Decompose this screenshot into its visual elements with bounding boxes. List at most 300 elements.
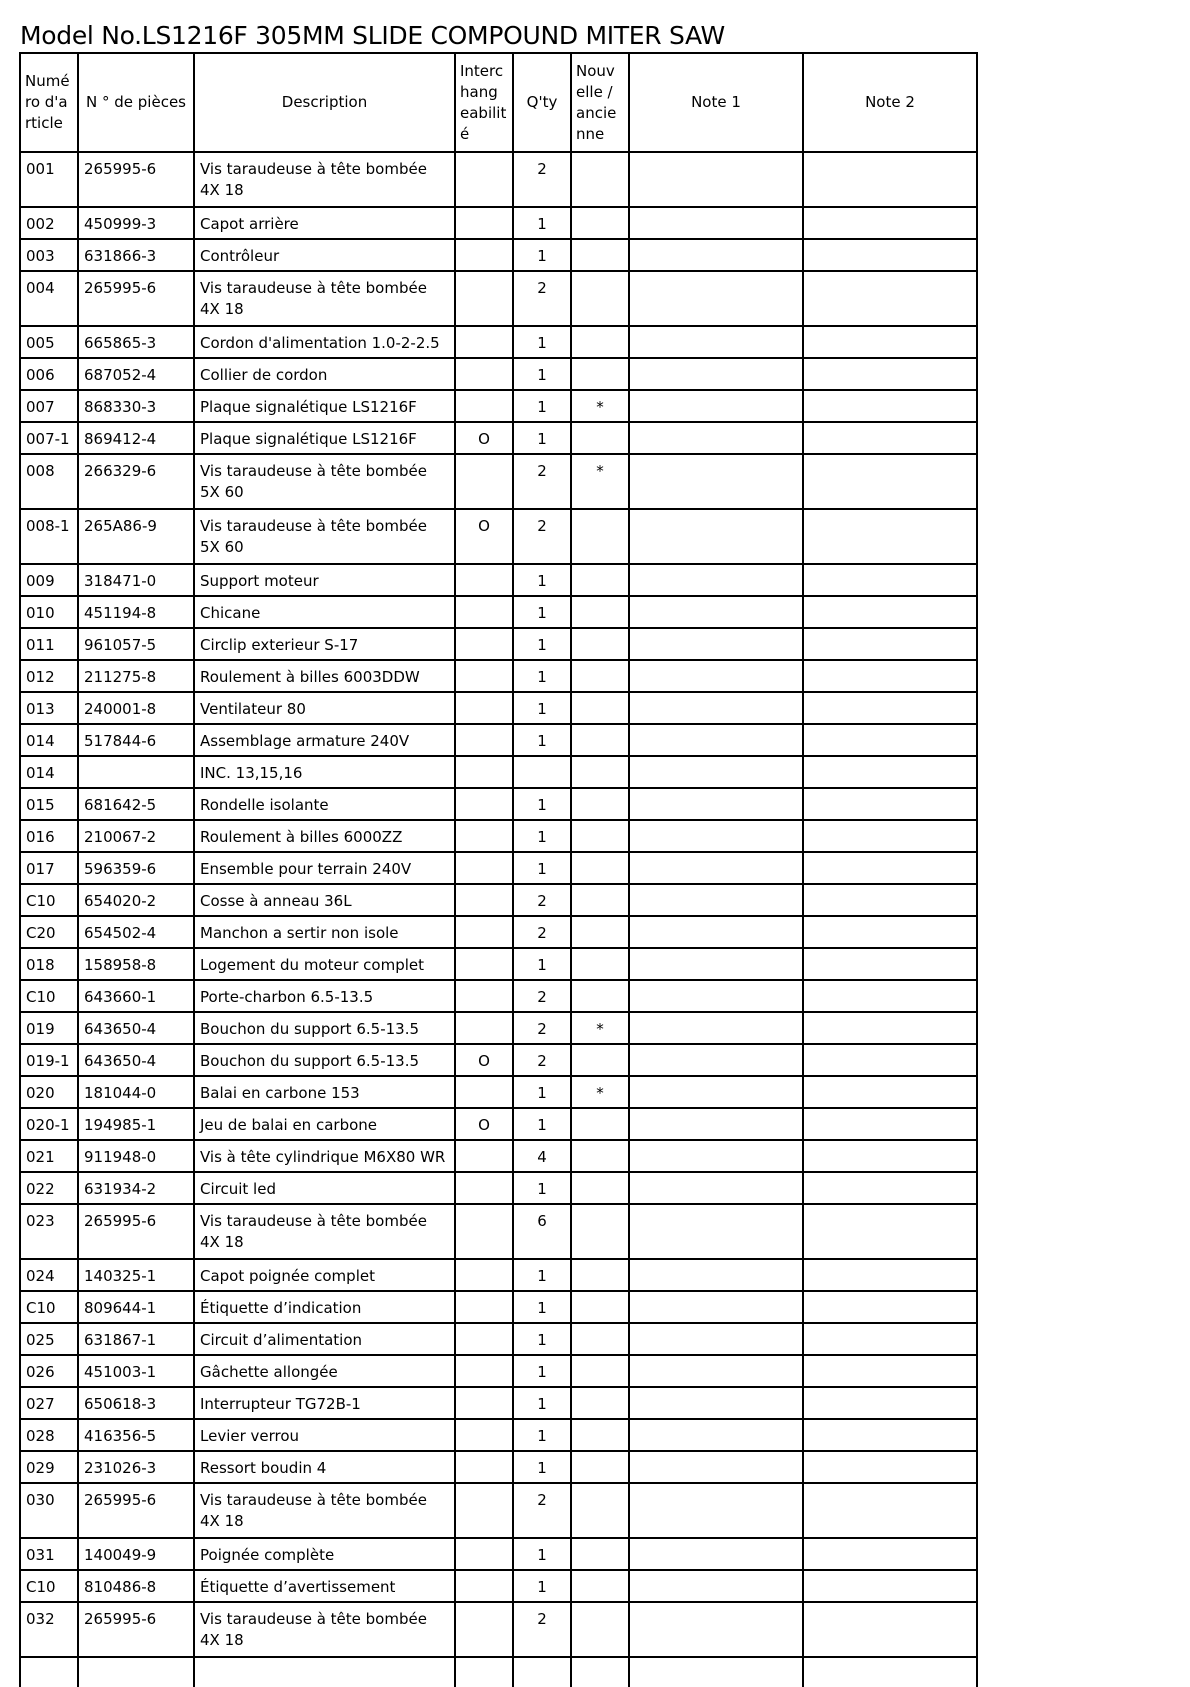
item-number-cell: 011 bbox=[20, 628, 78, 660]
new-old-cell bbox=[571, 1291, 629, 1323]
item-number-cell: 017 bbox=[20, 852, 78, 884]
new-old-cell bbox=[571, 239, 629, 271]
interchangeability-cell: O bbox=[455, 422, 513, 454]
part-number-cell: 265A86-9 bbox=[78, 509, 194, 564]
quantity-cell: 2 bbox=[513, 916, 571, 948]
new-old-cell bbox=[571, 948, 629, 980]
quantity-cell: 1 bbox=[513, 1291, 571, 1323]
part-number-cell: 181044-0 bbox=[78, 1076, 194, 1108]
interchangeability-cell bbox=[455, 724, 513, 756]
interchangeability-cell bbox=[455, 1172, 513, 1204]
part-number-cell: 451003-1 bbox=[78, 1355, 194, 1387]
note-2-cell bbox=[803, 509, 977, 564]
interchangeability-cell bbox=[455, 1259, 513, 1291]
item-number-cell: 031 bbox=[20, 1538, 78, 1570]
item-number-cell: C20 bbox=[20, 916, 78, 948]
item-number-cell: 022 bbox=[20, 1172, 78, 1204]
quantity-cell: 1 bbox=[513, 207, 571, 239]
description-cell: Jeu de balai en carbone bbox=[194, 1108, 455, 1140]
note-2-cell bbox=[803, 1323, 977, 1355]
new-old-cell bbox=[571, 1602, 629, 1657]
interchangeability-cell bbox=[455, 660, 513, 692]
item-number-cell: 001 bbox=[20, 152, 78, 207]
note-2-cell bbox=[803, 454, 977, 509]
note-2-cell bbox=[803, 1108, 977, 1140]
note-1-cell bbox=[629, 852, 803, 884]
note-1-cell bbox=[629, 1108, 803, 1140]
table-row bbox=[20, 1323, 977, 1355]
note-2-cell bbox=[803, 239, 977, 271]
interchangeability-cell bbox=[455, 1204, 513, 1259]
part-number-cell: 643650-4 bbox=[78, 1012, 194, 1044]
quantity-cell: 2 bbox=[513, 271, 571, 326]
item-number-cell: 003 bbox=[20, 239, 78, 271]
part-number-cell: 810486-8 bbox=[78, 1570, 194, 1602]
table-row bbox=[20, 1483, 977, 1538]
quantity-cell: 1 bbox=[513, 628, 571, 660]
note-2-cell bbox=[803, 1044, 977, 1076]
part-number-cell: 265995-6 bbox=[78, 271, 194, 326]
quantity-cell: 2 bbox=[513, 1483, 571, 1538]
new-old-cell bbox=[571, 660, 629, 692]
parts-table bbox=[19, 52, 978, 1687]
note-1-cell bbox=[629, 1076, 803, 1108]
interchangeability-cell bbox=[455, 1355, 513, 1387]
table-row bbox=[20, 1259, 977, 1291]
table-row bbox=[20, 358, 977, 390]
note-2-cell bbox=[803, 660, 977, 692]
quantity-cell: 1 bbox=[513, 1355, 571, 1387]
interchangeability-cell bbox=[455, 454, 513, 509]
description-cell: Circuit d’alimentation bbox=[194, 1323, 455, 1355]
item-number-cell: 008-1 bbox=[20, 509, 78, 564]
item-number-cell: 014 bbox=[20, 724, 78, 756]
parts-table-body bbox=[20, 152, 977, 1687]
item-number-cell: 015 bbox=[20, 788, 78, 820]
interchangeability-cell bbox=[455, 564, 513, 596]
new-old-cell bbox=[571, 358, 629, 390]
table-row bbox=[20, 1538, 977, 1570]
new-old-cell bbox=[571, 509, 629, 564]
quantity-cell: 1 bbox=[513, 1387, 571, 1419]
part-number-cell: 318471-0 bbox=[78, 564, 194, 596]
description-cell: Balai en carbone 153 bbox=[194, 1076, 455, 1108]
table-row bbox=[20, 1012, 977, 1044]
table-row bbox=[20, 1291, 977, 1323]
new-old-cell bbox=[571, 1387, 629, 1419]
quantity-cell: 2 bbox=[513, 152, 571, 207]
item-number-cell: C10 bbox=[20, 884, 78, 916]
note-2-cell bbox=[803, 1451, 977, 1483]
item-number-cell: 026 bbox=[20, 1355, 78, 1387]
part-number-cell: 265995-6 bbox=[78, 1204, 194, 1259]
quantity-cell: 2 bbox=[513, 1602, 571, 1657]
description-cell: Manchon a sertir non isole bbox=[194, 916, 455, 948]
part-number-cell: 211275-8 bbox=[78, 660, 194, 692]
item-number-cell: 016 bbox=[20, 820, 78, 852]
interchangeability-cell bbox=[455, 271, 513, 326]
part-number-cell: 631866-3 bbox=[78, 239, 194, 271]
item-number-cell: 004 bbox=[20, 271, 78, 326]
note-1-cell bbox=[629, 152, 803, 207]
interchangeability-cell bbox=[455, 1387, 513, 1419]
note-1-cell bbox=[629, 1044, 803, 1076]
part-number-cell: 643660-1 bbox=[78, 980, 194, 1012]
note-2-cell bbox=[803, 596, 977, 628]
interchangeability-cell bbox=[455, 756, 513, 788]
quantity-cell: 1 bbox=[513, 852, 571, 884]
interchangeability-cell bbox=[455, 1538, 513, 1570]
table-row bbox=[20, 596, 977, 628]
description-cell: Gâchette allongée bbox=[194, 1355, 455, 1387]
note-2-cell bbox=[803, 1483, 977, 1538]
item-number-cell: 032 bbox=[20, 1602, 78, 1657]
part-number-cell: 265995-6 bbox=[78, 1483, 194, 1538]
part-number-cell: 240001-8 bbox=[78, 692, 194, 724]
note-1-cell bbox=[629, 628, 803, 660]
note-1-cell bbox=[629, 1323, 803, 1355]
description-cell: Interrupteur TG72B-1 bbox=[194, 1387, 455, 1419]
quantity-cell: 4 bbox=[513, 1140, 571, 1172]
item-number-cell: 020 bbox=[20, 1076, 78, 1108]
note-1-cell bbox=[629, 1012, 803, 1044]
table-row bbox=[20, 1570, 977, 1602]
quantity-cell: 1 bbox=[513, 1419, 571, 1451]
description-cell: Support moteur bbox=[194, 564, 455, 596]
new-old-cell bbox=[571, 1140, 629, 1172]
new-old-cell: * bbox=[571, 390, 629, 422]
description-cell: Assemblage armature 240V bbox=[194, 724, 455, 756]
new-old-cell bbox=[571, 1355, 629, 1387]
new-old-cell bbox=[571, 1108, 629, 1140]
interchangeability-cell bbox=[455, 1451, 513, 1483]
table-row bbox=[20, 820, 977, 852]
new-old-cell bbox=[571, 756, 629, 788]
note-1-cell bbox=[629, 564, 803, 596]
table-row bbox=[20, 152, 977, 207]
new-old-cell bbox=[571, 152, 629, 207]
table-row bbox=[20, 390, 977, 422]
new-old-cell bbox=[571, 1259, 629, 1291]
description-cell: Chicane bbox=[194, 596, 455, 628]
note-2-cell bbox=[803, 628, 977, 660]
quantity-cell: 1 bbox=[513, 1538, 571, 1570]
new-old-cell bbox=[571, 1044, 629, 1076]
table-row bbox=[20, 756, 977, 788]
note-2-cell bbox=[803, 884, 977, 916]
item-number-cell: C10 bbox=[20, 980, 78, 1012]
note-1-cell bbox=[629, 596, 803, 628]
table-row bbox=[20, 980, 977, 1012]
interchangeability-cell bbox=[455, 1419, 513, 1451]
quantity-cell: 1 bbox=[513, 724, 571, 756]
note-2-cell bbox=[803, 1140, 977, 1172]
interchangeability-cell bbox=[455, 820, 513, 852]
new-old-cell bbox=[571, 271, 629, 326]
description-cell: Circuit led bbox=[194, 1172, 455, 1204]
part-number-cell: 416356-5 bbox=[78, 1419, 194, 1451]
description-cell: Ressort boudin 4 bbox=[194, 1451, 455, 1483]
description-cell: Levier verrou bbox=[194, 1419, 455, 1451]
table-row bbox=[20, 207, 977, 239]
quantity-cell: 6 bbox=[513, 1204, 571, 1259]
new-old-cell bbox=[571, 1570, 629, 1602]
description-cell: Vis taraudeuse à tête bombée 4X 18 bbox=[194, 1483, 455, 1538]
header-note-1: Note 1 bbox=[629, 53, 803, 152]
quantity-cell: 2 bbox=[513, 1044, 571, 1076]
part-number-cell: 809644-1 bbox=[78, 1291, 194, 1323]
part-number-cell: 687052-4 bbox=[78, 358, 194, 390]
interchangeability-cell bbox=[455, 1570, 513, 1602]
new-old-cell bbox=[571, 692, 629, 724]
note-1-cell bbox=[629, 1355, 803, 1387]
item-number-cell: 023 bbox=[20, 1204, 78, 1259]
table-row bbox=[20, 884, 977, 916]
new-old-cell bbox=[571, 1538, 629, 1570]
note-1-cell bbox=[629, 1259, 803, 1291]
description-cell: Cosse à anneau 36L bbox=[194, 884, 455, 916]
quantity-cell: 1 bbox=[513, 1570, 571, 1602]
item-number-cell: 025 bbox=[20, 1323, 78, 1355]
new-old-cell bbox=[571, 916, 629, 948]
table-row bbox=[20, 948, 977, 980]
quantity-cell: 1 bbox=[513, 692, 571, 724]
new-old-cell bbox=[571, 422, 629, 454]
item-number-cell: 027 bbox=[20, 1387, 78, 1419]
description-cell: Vis à tête cylindrique M6X80 WR bbox=[194, 1140, 455, 1172]
part-number-cell: 265995-6 bbox=[78, 152, 194, 207]
note-2-cell bbox=[803, 788, 977, 820]
new-old-cell bbox=[571, 1323, 629, 1355]
part-number-cell: 140049-9 bbox=[78, 1538, 194, 1570]
item-number-cell: 020-1 bbox=[20, 1108, 78, 1140]
new-old-cell bbox=[571, 326, 629, 358]
part-number-cell: 631867-1 bbox=[78, 1323, 194, 1355]
item-number-cell: 009 bbox=[20, 564, 78, 596]
note-1-cell bbox=[629, 820, 803, 852]
note-1-cell bbox=[629, 390, 803, 422]
part-number-cell: 517844-6 bbox=[78, 724, 194, 756]
quantity-cell: 2 bbox=[513, 509, 571, 564]
note-2-cell bbox=[803, 724, 977, 756]
note-1-cell bbox=[629, 239, 803, 271]
table-row bbox=[20, 1451, 977, 1483]
part-number-cell: 631934-2 bbox=[78, 1172, 194, 1204]
note-2-cell bbox=[803, 692, 977, 724]
description-cell: Vis taraudeuse à tête bombée 4X 18 bbox=[194, 271, 455, 326]
description-cell: Porte-charbon 6.5-13.5 bbox=[194, 980, 455, 1012]
interchangeability-cell bbox=[455, 916, 513, 948]
description-cell: Contrôleur bbox=[194, 239, 455, 271]
interchangeability-cell bbox=[455, 390, 513, 422]
note-1-cell bbox=[629, 1140, 803, 1172]
interchangeability-cell bbox=[455, 1483, 513, 1538]
item-number-cell: 012 bbox=[20, 660, 78, 692]
interchangeability-cell bbox=[455, 1323, 513, 1355]
item-number-cell: 005 bbox=[20, 326, 78, 358]
interchangeability-cell bbox=[455, 1076, 513, 1108]
description-cell: Vis taraudeuse à tête bombée 5X 60 bbox=[194, 454, 455, 509]
new-old-cell bbox=[571, 1483, 629, 1538]
quantity-cell: 1 bbox=[513, 1172, 571, 1204]
part-number-cell: 654502-4 bbox=[78, 916, 194, 948]
note-2-cell bbox=[803, 916, 977, 948]
interchangeability-cell bbox=[455, 1291, 513, 1323]
note-1-cell bbox=[629, 980, 803, 1012]
quantity-cell: 1 bbox=[513, 948, 571, 980]
interchangeability-cell bbox=[455, 980, 513, 1012]
item-number-cell: 014 bbox=[20, 756, 78, 788]
item-number-cell: 008 bbox=[20, 454, 78, 509]
description-cell: Étiquette d’avertissement bbox=[194, 1570, 455, 1602]
part-number-cell: 451194-8 bbox=[78, 596, 194, 628]
part-number-cell: 265995-6 bbox=[78, 1602, 194, 1657]
item-number-cell: 021 bbox=[20, 1140, 78, 1172]
note-1-cell bbox=[629, 916, 803, 948]
note-1-cell bbox=[629, 660, 803, 692]
item-number-cell: 024 bbox=[20, 1259, 78, 1291]
item-number-cell: 028 bbox=[20, 1419, 78, 1451]
table-row bbox=[20, 1076, 977, 1108]
note-2-cell bbox=[803, 756, 977, 788]
new-old-cell bbox=[571, 1172, 629, 1204]
interchangeability-cell bbox=[455, 948, 513, 980]
table-row bbox=[20, 852, 977, 884]
note-1-cell bbox=[629, 1451, 803, 1483]
new-old-cell: * bbox=[571, 1012, 629, 1044]
new-old-cell bbox=[571, 596, 629, 628]
description-cell: Vis taraudeuse à tête bombée 4X 18 bbox=[194, 1602, 455, 1657]
interchangeability-cell bbox=[455, 852, 513, 884]
note-2-cell bbox=[803, 1602, 977, 1657]
table-row bbox=[20, 1108, 977, 1140]
part-number-cell: 911948-0 bbox=[78, 1140, 194, 1172]
note-1-cell bbox=[629, 756, 803, 788]
interchangeability-cell bbox=[455, 152, 513, 207]
new-old-cell bbox=[571, 980, 629, 1012]
part-number-cell bbox=[78, 756, 194, 788]
note-1-cell bbox=[629, 948, 803, 980]
description-cell: Vis taraudeuse à tête bombée 4X 18 bbox=[194, 1204, 455, 1259]
quantity-cell bbox=[513, 756, 571, 788]
interchangeability-cell: O bbox=[455, 1044, 513, 1076]
table-row bbox=[20, 692, 977, 724]
note-2-cell bbox=[803, 980, 977, 1012]
part-number-cell: 266329-6 bbox=[78, 454, 194, 509]
description-cell: Rondelle isolante bbox=[194, 788, 455, 820]
note-1-cell bbox=[629, 207, 803, 239]
table-row bbox=[20, 509, 977, 564]
table-row bbox=[20, 422, 977, 454]
quantity-cell: 1 bbox=[513, 660, 571, 692]
interchangeability-cell bbox=[455, 326, 513, 358]
note-2-cell bbox=[803, 326, 977, 358]
note-2-cell bbox=[803, 564, 977, 596]
table-row bbox=[20, 326, 977, 358]
description-cell: Circlip exterieur S-17 bbox=[194, 628, 455, 660]
new-old-cell: * bbox=[571, 1076, 629, 1108]
note-2-cell bbox=[803, 1012, 977, 1044]
note-1-cell bbox=[629, 1602, 803, 1657]
table-row bbox=[20, 1387, 977, 1419]
note-1-cell bbox=[629, 509, 803, 564]
part-number-cell: 158958-8 bbox=[78, 948, 194, 980]
note-2-cell bbox=[803, 152, 977, 207]
part-number-cell: 650618-3 bbox=[78, 1387, 194, 1419]
new-old-cell bbox=[571, 724, 629, 756]
interchangeability-cell: O bbox=[455, 1108, 513, 1140]
note-2-cell bbox=[803, 271, 977, 326]
interchangeability-cell bbox=[455, 1140, 513, 1172]
note-2-cell bbox=[803, 1291, 977, 1323]
description-cell: Collier de cordon bbox=[194, 358, 455, 390]
part-number-cell: 869412-4 bbox=[78, 422, 194, 454]
note-2-cell bbox=[803, 1259, 977, 1291]
new-old-cell bbox=[571, 884, 629, 916]
quantity-cell: 1 bbox=[513, 239, 571, 271]
part-number-cell: 643650-4 bbox=[78, 1044, 194, 1076]
note-1-cell bbox=[629, 271, 803, 326]
header-description: Description bbox=[194, 53, 455, 152]
quantity-cell: 1 bbox=[513, 422, 571, 454]
table-row bbox=[20, 916, 977, 948]
part-number-cell: 140325-1 bbox=[78, 1259, 194, 1291]
description-cell: Capot arrière bbox=[194, 207, 455, 239]
new-old-cell bbox=[571, 1204, 629, 1259]
note-2-cell bbox=[803, 207, 977, 239]
interchangeability-cell bbox=[455, 692, 513, 724]
quantity-cell: 1 bbox=[513, 596, 571, 628]
quantity-cell: 1 bbox=[513, 1108, 571, 1140]
new-old-cell bbox=[571, 788, 629, 820]
item-number-cell: 013 bbox=[20, 692, 78, 724]
table-row bbox=[20, 1419, 977, 1451]
interchangeability-cell bbox=[455, 207, 513, 239]
note-2-cell bbox=[803, 1419, 977, 1451]
note-2-cell bbox=[803, 1204, 977, 1259]
header-interchangeability: Interc hang eabilit é bbox=[455, 53, 513, 152]
note-2-cell bbox=[803, 1172, 977, 1204]
note-1-cell bbox=[629, 692, 803, 724]
note-2-cell bbox=[803, 1355, 977, 1387]
note-1-cell bbox=[629, 1204, 803, 1259]
item-number-cell: 019-1 bbox=[20, 1044, 78, 1076]
part-number-cell: 450999-3 bbox=[78, 207, 194, 239]
item-number-cell: 010 bbox=[20, 596, 78, 628]
interchangeability-cell bbox=[455, 239, 513, 271]
quantity-cell: 2 bbox=[513, 454, 571, 509]
part-number-cell: 210067-2 bbox=[78, 820, 194, 852]
new-old-cell bbox=[571, 628, 629, 660]
note-2-cell bbox=[803, 1076, 977, 1108]
note-1-cell bbox=[629, 422, 803, 454]
note-1-cell bbox=[629, 1483, 803, 1538]
header-item-number: Numé ro d'a rticle bbox=[20, 53, 78, 152]
part-number-cell: 961057-5 bbox=[78, 628, 194, 660]
description-cell: Roulement à billes 6003DDW bbox=[194, 660, 455, 692]
description-cell: Vis taraudeuse à tête bombée 5X 60 bbox=[194, 509, 455, 564]
item-number-cell: 029 bbox=[20, 1451, 78, 1483]
description-cell: Poignée complète bbox=[194, 1538, 455, 1570]
page-title: Model No.LS1216F 305MM SLIDE COMPOUND MITER SAW bbox=[20, 21, 725, 50]
table-row bbox=[20, 788, 977, 820]
quantity-cell: 2 bbox=[513, 980, 571, 1012]
interchangeability-cell bbox=[455, 596, 513, 628]
quantity-cell: 1 bbox=[513, 390, 571, 422]
table-row bbox=[20, 271, 977, 326]
interchangeability-cell bbox=[455, 628, 513, 660]
item-number-cell: C10 bbox=[20, 1570, 78, 1602]
